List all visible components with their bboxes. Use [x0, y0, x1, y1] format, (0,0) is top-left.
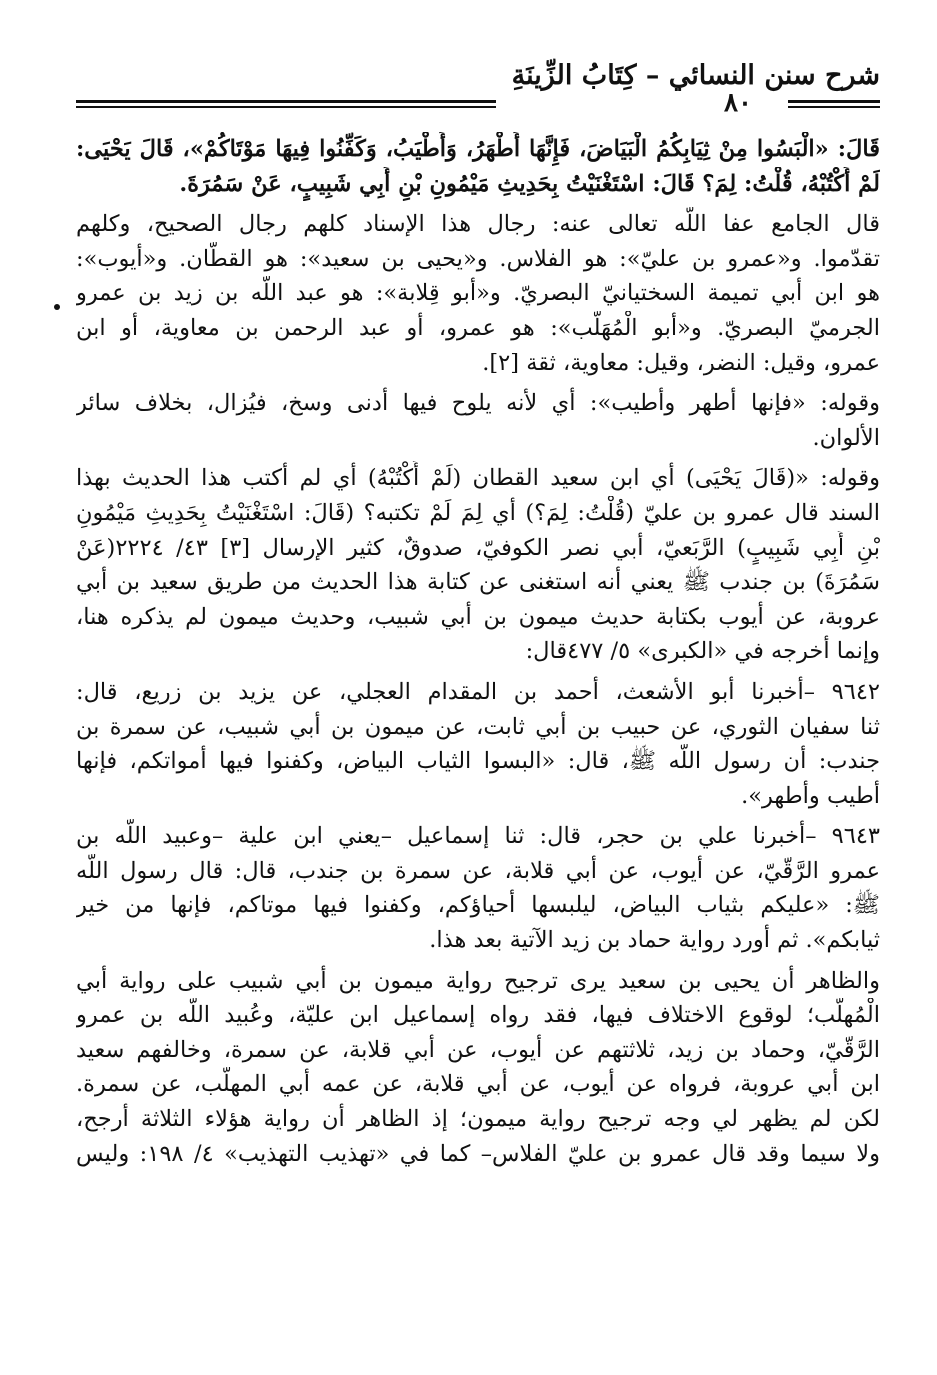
paragraph: [76, 386, 880, 455]
text-line: بْنِ أَبِي شَبِيبٍ) الرَّبَعيّ، أبي نصر الكوفيّ، صدوقٌ، كثير الإرسال [٣] ٤٣/ ٢٢٢٤(عَنْ: [76, 534, 880, 561]
text-line: والظاهر أن يحيى بن سعيد يرى ترجيح رواية ميمون بن أبي شبيب على رواية أبي: [76, 967, 880, 994]
text-line: ثيابكم». ثم أورد رواية حماد بن زيد الآتية بعد هذا.: [429, 927, 880, 954]
text-line: وقوله: «فإنها أطهر وأطيب»: أي لأنه يلوح فيها أدنى وسخ، فيُزال، بخلاف سائر: [76, 390, 880, 417]
text-line: جندب: أن رسول اللَّه ﷺ، قال: «البسوا الثياب البياض، وكفنوا فيها أمواتكم، فإنها: [76, 748, 880, 775]
page-body: [76, 132, 880, 1177]
text-line: عمرو الرَّقّيّ، عن أيوب، عن أبي قلابة، عن سمرة بن جندب، قال: قال رسول اللَّه: [76, 857, 880, 884]
paragraph: [76, 819, 880, 957]
text-line: عروبة، عن أيوب بكتابة حديث ميمون بن أبي شبيب، وحديث ميمون لم يذكره هنا،: [76, 603, 880, 630]
paragraph: [76, 675, 880, 813]
text-line: أطيب وأطهر».: [741, 782, 880, 809]
text-line: ٩٦٤٣ –أخبرنا علي بن حجر، قال: ثنا إسماعيل –يعني ابن علية –وعبيد اللَّه بن: [76, 823, 880, 850]
text-line: ابن أبي عروبة، فرواه عن أيوب، عن أبي قلابة، عن عمه أبي المهلّب، عن سمرة.: [76, 1071, 880, 1098]
running-title: شرح سنن النسائي – كِتَابُ الزِّينَةِ: [511, 60, 880, 91]
paragraph: [76, 132, 880, 201]
text-line: لَمْ أَكْتُبْهُ، قُلْتُ: لِمَ؟ قَالَ: اسْتَغْنَيْتُ بِحَدِيثِ مَيْمُونِ بْنِ أَبِي شَبِيبٍ، عَنْ سَمُرَةَ.: [179, 170, 880, 197]
paragraph: [76, 461, 880, 669]
text-line: ٩٦٤٢ –أخبرنا أبو الأشعث، أحمد بن المقدام العجلي، عن يزيد بن زريع، قال:: [76, 678, 880, 705]
text-line: ثنا سفيان الثوري، عن حبيب بن أبي ثابت، عن ميمون بن أبي شبيب، عن سمرة بن: [76, 713, 880, 740]
text-line: ولا سيما وقد قال عمرو بن عليّ الفلاس– كما في «تهذيب التهذيب» ٤/ ١٩٨: وليس: [76, 1140, 880, 1167]
text-line: الجرميّ البصريّ. و«أبو الْمُهَلَّب»: هو عمرو، أو عبد الرحمن بن معاوية، أو ابن: [76, 314, 880, 341]
header-rule-right-thin: [788, 106, 880, 108]
text-line: وإنما أخرجه في «الكبرى» ٥/ ٤٧٧قال:: [525, 638, 880, 665]
text-line: عمرو، وقيل: النضر، وقيل: معاوية، ثقة [٢].: [482, 349, 880, 376]
text-line: سَمُرَةَ) بن جندب ﷺ يعني أنه استغنى عن كتابة هذا الحديث من طريق سعيد بن أبي: [76, 569, 880, 596]
margin-mark: [54, 304, 60, 310]
text-line: السند قال عمرو بن عليّ (قُلْتُ: لِمَ؟) أي لِمَ لَمْ تكتبه؟ (قَالَ: اسْتَغْنَيْتُ بِحَدِيثِ مَيْمُونِ: [76, 499, 880, 526]
text-line: قال الجامع عفا اللَّه تعالى عنه: رجال هذا الإسناد كلهم رجال الصحيح، وكلهم: [76, 211, 880, 238]
paragraph: [76, 964, 880, 1172]
header-rule-left-thick: [76, 100, 496, 103]
text-line: قَالَ: «الْبَسُوا مِنْ ثِيَابِكُمُ الْبَيَاضَ، فَإِنَّهَا أَطْهَرُ، وَأَطْيَبُ، وَكَفِّنُوا فِيهَا مَوْتَاكُمْ»، قَالَ يَحْيَى:: [76, 136, 880, 162]
header-rule-right-thick: [788, 100, 880, 103]
text-line: لكن لم يظهر لي وجه ترجيح رواية ميمون؛ إذ الظاهر أن رواية هؤلاء الثلاثة أرجح،: [76, 1106, 880, 1133]
page-number: ٨٠: [724, 88, 752, 118]
text-line: الألوان.: [812, 424, 880, 451]
text-line: ﷺ: «عليكم بثياب البياض، ليلبسها أحياؤكم، وكفنوا فيها موتاكم، فإنها من خير: [76, 892, 880, 919]
text-line: وقوله: «(قَالَ يَحْيَى) أي ابن سعيد القطان (لَمْ أَكْتُبْهُ) أي لم أكتب هذا الحديث بهذا: [76, 465, 880, 492]
paragraph: [76, 207, 880, 380]
text-line: تقدّموا. و«عمرو بن عليّ»: هو الفلاس. و«يحيى بن سعيد»: هو القطّان. و«أيوب»:: [76, 245, 880, 272]
header-rule-left-thin: [76, 106, 496, 108]
text-line: هو ابن أبي تميمة السختيانيّ البصريّ. و«أبو قِلابة»: هو عبد اللَّه بن زيد بن عمرو: [76, 280, 880, 307]
text-line: الرَّقّيّ، وحماد بن زيد، ثلاثتهم عن أيوب، عن أبي قلابة، عن سمرة، وخالفهم سعيد: [76, 1036, 880, 1063]
text-line: الْمُهلّب؛ لوقوع الاختلاف فيها، فقد رواه إسماعيل ابن عليّة، وعُبيد اللَّه بن عمرو: [76, 1002, 880, 1029]
